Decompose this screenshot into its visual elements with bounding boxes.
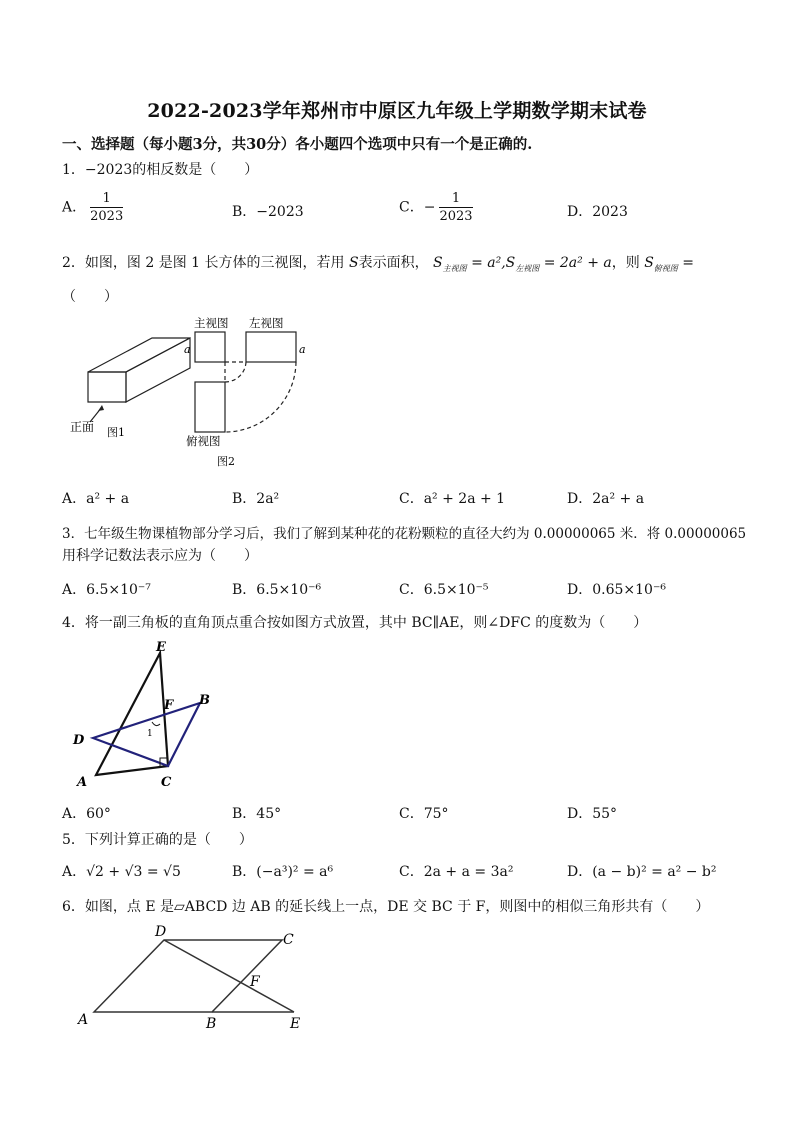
q2-sub-main: 主视图: [442, 263, 467, 273]
q2-figure: [60, 310, 320, 470]
q2-eq2: = 2a² + a: [543, 255, 612, 271]
left-view-rect: [246, 332, 296, 362]
label-E: E: [290, 1016, 301, 1032]
fig2-views: [195, 332, 296, 432]
q2-s-left-letter: S: [505, 255, 516, 271]
fig2-a-left: a: [184, 343, 191, 356]
q2-s-top-letter: S: [644, 255, 654, 271]
q2-paren: （ ）: [62, 289, 118, 305]
q3-option-a: A．6.5×10⁻⁷: [62, 582, 151, 598]
q4-option-c: C．75°: [399, 806, 449, 822]
label-A: A: [78, 1012, 89, 1028]
top-view-rect: [195, 382, 225, 432]
q1-option-c: [399, 190, 473, 225]
q6-stem: 6．如图，点 E 是▱ABCD 边 AB 的延长线上一点，DE 交 BC 于 F，则图中的相似三角形共有（ ）: [62, 899, 710, 915]
q4-figure: [68, 636, 218, 796]
main-view-rect: [195, 332, 225, 362]
q4-option-a: A．60°: [62, 806, 111, 822]
angle-1-arc: [152, 722, 160, 726]
label-C: C: [283, 932, 294, 948]
q2-stem: [62, 252, 694, 274]
q2-stem-part4: =: [682, 255, 694, 271]
label-E: E: [156, 640, 166, 655]
q2-stem-part2: 表示面积，: [358, 255, 429, 271]
q6-figure: [70, 918, 320, 1038]
label-F: F: [164, 698, 174, 713]
q2-option-c: C．a² + 2a + 1: [399, 491, 506, 507]
q1-option-b: B．−2023: [232, 204, 304, 220]
q2-sub-top: 俯视图: [653, 263, 678, 273]
fig1-front-label: 正面: [70, 420, 95, 434]
q2-s-main-letter: S: [433, 255, 443, 271]
q1-option-a: [62, 190, 123, 225]
fig2-top-label: 俯视图: [186, 434, 221, 448]
q3-option-d: D．0.65×10⁻⁶: [567, 582, 666, 598]
q2-option-d: D．2a² + a: [567, 491, 645, 507]
q2-s-left: [506, 255, 540, 271]
fig2-a-right: a: [299, 343, 306, 356]
fig1-caption: 图1: [107, 426, 125, 439]
q1-a-fraction: [90, 190, 123, 225]
q3-option-b: B．6.5×10⁻⁶: [232, 582, 322, 598]
q1-c-denominator: 2023: [439, 209, 473, 224]
q5-stem: 5．下列计算正确的是（ ）: [62, 832, 253, 848]
q1-a-label: A．: [62, 199, 87, 216]
q2-eq1: = a²,: [471, 255, 506, 271]
label-A: A: [77, 775, 88, 790]
label-B: B: [199, 693, 210, 708]
q2-sub-left: 左视图: [515, 263, 540, 273]
fig1-cuboid: [88, 338, 190, 402]
q1-c-fraction: [439, 190, 472, 225]
fig2-main-label: 主视图: [194, 316, 229, 330]
q2-stem-part3: ，则: [611, 255, 640, 271]
arc-inner: [225, 362, 246, 382]
segment-DE: [164, 940, 294, 1012]
q2-stem-part1: 2．如图，图 2 是图 1 长方体的三视图，若用: [62, 255, 345, 271]
q1-c-numerator: 1: [439, 190, 472, 208]
fig2-left-label: 左视图: [249, 316, 284, 330]
exam-title: 2022-2023学年郑州市中原区九年级上学期数学期末试卷: [147, 100, 647, 122]
cuboid-top-face: [88, 338, 190, 372]
q5-option-c: C．2a + a = 3a²: [399, 864, 514, 880]
q1-a-numerator: 1: [90, 190, 123, 208]
fig2-caption: 图2: [217, 455, 235, 468]
q4-stem: 4．将一副三角板的直角顶点重合按如图方式放置，其中 BC∥AE，则∠DFC 的度数为（ ）: [62, 615, 648, 631]
q4-option-b: B．45°: [232, 806, 282, 822]
q5-option-a: A．√2 + √3 = √5: [62, 864, 181, 880]
q2-option-a: A．a² + a: [62, 491, 130, 507]
q5-option-b: B．(−a³)² = a⁶: [232, 864, 334, 880]
q2-s-symbol: S: [348, 255, 359, 271]
q1-a-denominator: 2023: [90, 209, 124, 224]
q3-option-c: C．6.5×10⁻⁵: [399, 582, 489, 598]
label-F: F: [250, 974, 260, 990]
q1-stem: 1．−2023的相反数是（ ）: [62, 162, 259, 178]
q2-option-b: B．2a²: [232, 491, 280, 507]
q1-c-label: C．−: [399, 199, 436, 216]
arc-outer: [225, 362, 296, 432]
front-arrow-head: [98, 405, 104, 411]
q2-s-top: [644, 255, 678, 271]
q5-option-d: D．(a − b)² = a² − b²: [567, 864, 717, 880]
q4-option-d: D．55°: [567, 806, 618, 822]
q1-option-d: D．2023: [567, 204, 628, 220]
cuboid-front-face: [88, 372, 126, 402]
triangle-AEC: [96, 653, 168, 775]
label-angle-1: 1: [147, 729, 153, 739]
label-D: D: [155, 924, 167, 940]
q2-s-main: [433, 255, 467, 271]
label-B: B: [206, 1016, 217, 1032]
label-D: D: [73, 733, 85, 748]
cuboid-side-face: [126, 338, 190, 402]
q3-stem-line1: 3．七年级生物课植物部分学习后，我们了解到某种花的花粉颗粒的直径大约为 0.00000065 米．将 0.00000065: [62, 526, 747, 542]
section-1-heading: 一、选择题（每小题3分，共30分）各小题四个选项中只有一个是正确的.: [62, 136, 533, 153]
label-C: C: [161, 775, 172, 790]
q3-stem-line2: 用科学记数法表示应为（ ）: [62, 548, 258, 564]
